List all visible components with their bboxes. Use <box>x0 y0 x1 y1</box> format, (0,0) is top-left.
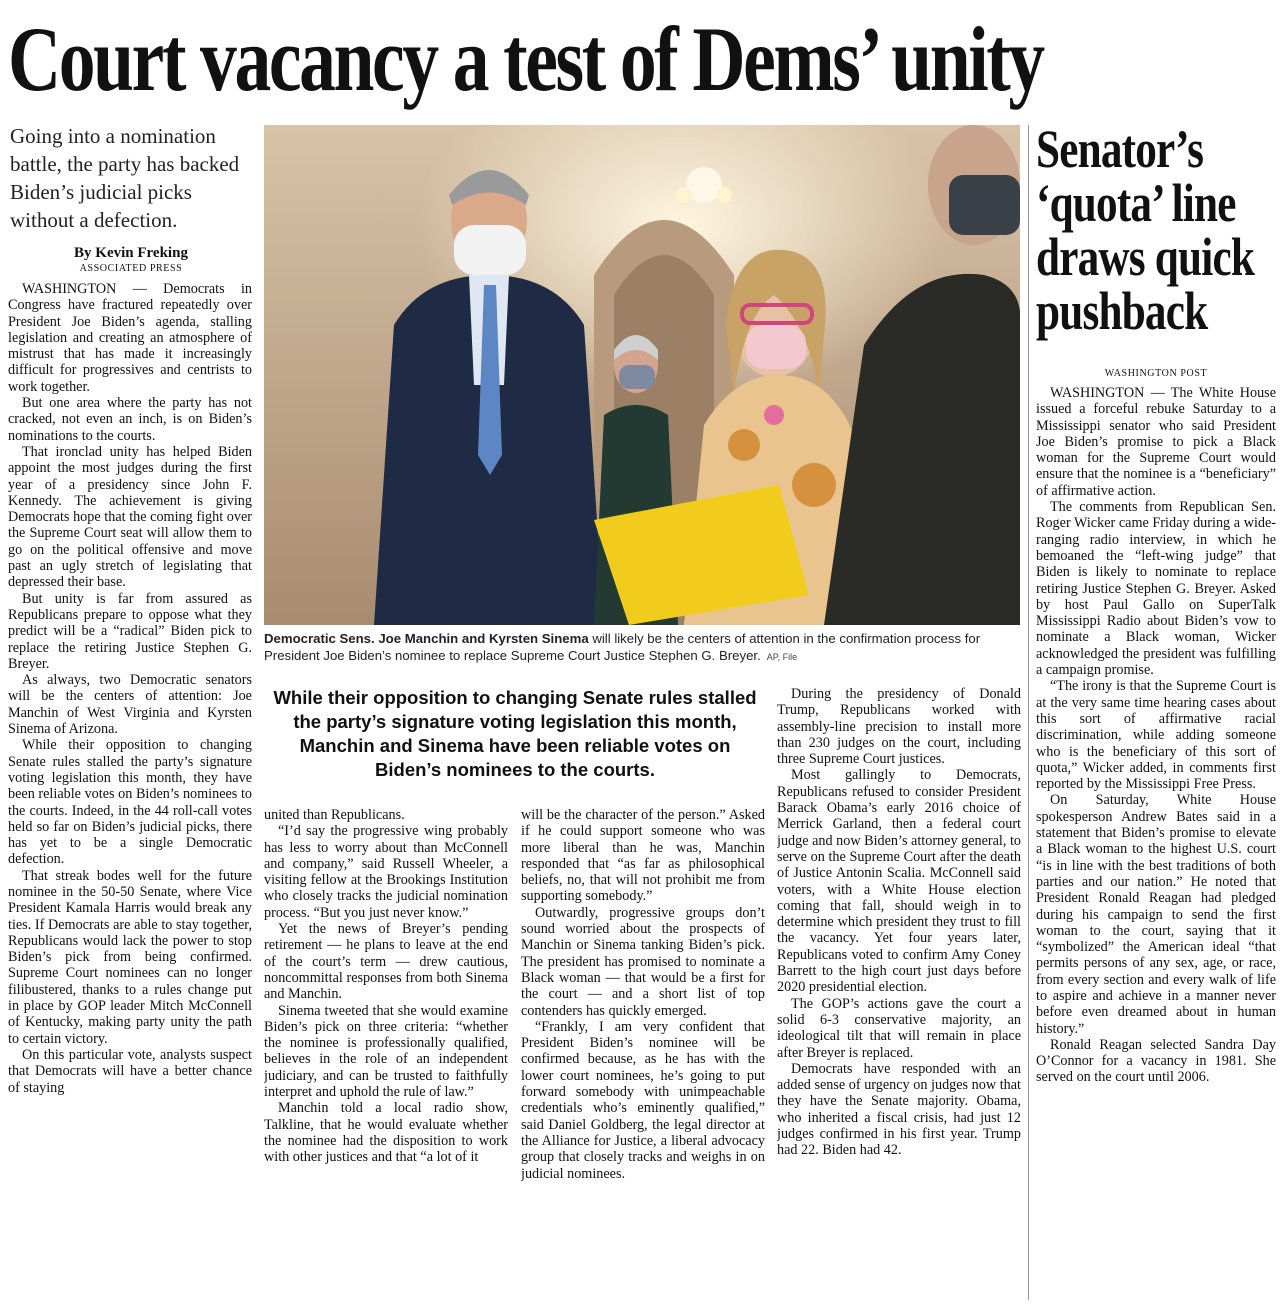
sidebar-paragraph: On Saturday, White House spokesperson Andrew Bates said in a statement that Biden’s promise to elevate a Black woman to the highest U.S. court “is in line with the best traditions of both parties and our nation.” He noted that President Ronald Reagan had pledged during his campaign to send the first woman to the court, saying that it “symbolized” the American ideal “that permits persons of any sex, age, or race, from every section and every walk of life to aspire and achieve in a manner never before even dreamed about in human history.” <box>1036 792 1276 1037</box>
article-paragraph: “I’d say the progressive wing probably has less to worry about than McConnell and company,” said Russell Wheeler, a visiting fellow at the Brookings Institution who closely tracks the judicial nomination process. “But you just never know.” <box>264 823 508 921</box>
sidebar-headline: Senator’s ‘quota’ line draws quick pushback <box>1036 119 1255 341</box>
article-paragraph: That ironclad unity has helped Biden appoint the most judges during the first year of a presidency since John F. Kennedy. The achievement is giving Democrats hope that the coming fight over the Supreme Court seat will allow them to go on the political offensive and move past an ugly stretch of legislating that depressed their base. <box>8 443 252 591</box>
byline-author: By Kevin Freking <box>74 245 188 261</box>
article-paragraph: WASHINGTON — Democrats in Congress have fractured repeatedly over President Joe Biden’s agenda, stalling legislation and creating an atmosphere of mistrust that has made it increasingly difficult for progressives and centrists to work together. <box>8 281 252 395</box>
caption-text: will likely be the centers of attention in the confirmation process for President Joe Biden’s nominee to replace Supreme Court Justice Stephen G. Breyer. <box>264 631 981 663</box>
caption-lead: Democratic Sens. Joe Manchin and Kyrsten Sinema <box>264 631 589 646</box>
article-paragraph: will be the character of the person.” Asked if he could support someone who was more liberal than he was, Manchin responded that “as far as philosophical beliefs, no, that will not prohibit me from supporting somebody.” <box>521 807 765 905</box>
article-paragraph: Democrats have responded with an added sense of urgency on judges now that they have the Senate majority. Obama, who inherited a fiscal crisis, had just 12 judges confirmed in his first year. Trump had 22. Biden had 42. <box>777 1060 1021 1159</box>
sidebar-paragraph: “The irony is that the Supreme Court is at the very same time hearing cases about this sort of affirmative racial discrimination, while adding someone who is the beneficiary of this sort of quota,” Wicker added, in comments first reported by the Mississippi Free Press. <box>1036 678 1276 793</box>
photo-illustration <box>264 125 1020 625</box>
sidebar-paragraph: The comments from Republican Sen. Roger Wicker came Friday during a wide-ranging radio interview, in which he bemoaned the “left-wing judge” that Biden is likely to nominate to replace retiring Justice Stephen G. Breyer. Asked by host Paul Gallo on SuperTalk Mississippi Radio about Biden’s vow to nominate a Black woman, Wicker acknowledged the president was fulfilling a campaign promise. <box>1036 499 1276 679</box>
article-paragraph: That streak bodes well for the future nominee in the 50-50 Senate, where Vice President Kamala Harris would break any ties. If Democrats are able to stay together, Republicans would lack the power to stop Biden’s pick from being confirmed. Supreme Court nominees can no longer filibustered, thanks to a rules change put in place by GOP leader Mitch McConnell of Kentucky, making party unity the path to certain victory. <box>8 867 252 1047</box>
article-paragraph: As always, two Democratic senators will be the centers of attention: Joe Manchin of West Virginia and Kyrsten Sinema of Arizona. <box>8 672 252 738</box>
news-photo <box>264 125 1020 625</box>
main-headline: Court vacancy a test of Dems’ unity <box>8 8 1043 110</box>
deck-subheadline: Going into a nomination battle, the party has backed Biden’s judicial picks without a defection. <box>10 124 240 232</box>
article-column-4 <box>777 686 1021 1303</box>
photo-credit: AP, File <box>766 652 798 662</box>
article-paragraph: On this particular vote, analysts suspect that Democrats will have a better chance of staying <box>8 1046 252 1096</box>
article-column-3 <box>521 807 765 1303</box>
article-paragraph: Yet the news of Breyer’s pending retirement — he plans to leave at the end of the court’s term — drew cautious, noncommittal responses from both Sinema and Manchin. <box>264 921 508 1003</box>
sidebar-agency: WASHINGTON POST <box>1104 368 1208 379</box>
article-paragraph: Sinema tweeted that she would examine Biden’s pick on three criteria: “whether the nominee is professionally qualified, believes in the role of an independent judiciary, and can be trusted to faithfully interpret and uphold the rule of law.” <box>264 1002 508 1101</box>
article-paragraph: During the presidency of Donald Trump, Republicans worked with assembly-line precision to install more than 230 judges on the court, including three Supreme Court justices. <box>777 686 1021 768</box>
byline <box>10 244 252 275</box>
article-paragraph: Most gallingly to Democrats, Republicans refused to consider President Barack Obama’s early 2016 choice of Merrick Garland, then a federal court judge and now Biden’s attorney general, to serve on the Supreme Court after the death of Justice Antonin Scalia. McConnell said voters, with a White House election coming that fall, should weigh in to determine which president they trust to fill the vacancy. Yet four years later, Republicans voted to confirm Amy Coney Barrett to the high court just days before 2020 presidential election. <box>777 767 1021 996</box>
article-paragraph: united than Republicans. <box>264 807 405 823</box>
sidebar-paragraph: Ronald Reagan selected Sandra Day O’Connor for a vacancy in 1981. She served on the court until 2006. <box>1036 1036 1276 1086</box>
pull-quote: While their opposition to changing Senate rules stalled the party’s signature voting legislation this month, Manchin and Sinema have been reliable votes on Biden’s nominees to the courts. <box>273 687 757 780</box>
article-paragraph: Outwardly, progressive groups don’t sound worried about the prospects of Manchin or Sinema tanking Biden’s pick. The president has promised to nominate a Black woman — that would be a first for the court — and a short list of top contenders has quickly emerged. <box>521 904 765 1019</box>
article-paragraph: But one area where the party has not cracked, not even an inch, is on Biden’s nominations to the courts. <box>8 395 252 444</box>
column-divider <box>1028 125 1029 1300</box>
sidebar-paragraph: WASHINGTON — The White House issued a forceful rebuke Saturday to a Mississippi senator who said President Joe Biden’s promise to pick a Black woman for the Supreme Court would ensure that the nominee is a “beneficiary” of affirmative action. <box>1036 385 1276 499</box>
byline-agency: ASSOCIATED PRESS <box>79 263 183 274</box>
article-paragraph: “Frankly, I am very confident that President Biden’s nominee will be confirmed because, as he has with the lower court nominees, he’s going to put forward somebody with unimpeachable credentials who’s eminently qualified,” said Daniel Goldberg, the legal director at the Alliance for Justice, a liberal advocacy group that closely tracks and weighs in on judicial nominees. <box>521 1018 765 1182</box>
article-paragraph: The GOP’s actions gave the court a solid 6-3 conservative majority, an ideological tilt that will remain in place after Breyer is replaced. <box>777 995 1021 1061</box>
photo-caption <box>264 630 1024 666</box>
article-paragraph: But unity is far from assured as Republicans prepare to oppose what they predict will be a “radical” Biden pick to replace the retiring Justice Stephen G. Breyer. <box>8 590 252 672</box>
article-column-2 <box>264 807 508 1303</box>
article-paragraph: While their opposition to changing Senate rules stalled the party’s signature voting legislation this month, they have been reliable votes on Biden’s nominees to the courts. Indeed, in the 44 roll-call votes held so far on Biden’s judicial picks, there has yet to be a single Democratic defection. <box>8 737 252 868</box>
article-column-1 <box>8 281 252 1303</box>
sidebar-column <box>1036 385 1276 1303</box>
article-paragraph: Manchin told a local radio show, Talkline, that he would evaluate whether the nominee had the disposition to work with other justices and that “a lot of it <box>264 1100 508 1166</box>
